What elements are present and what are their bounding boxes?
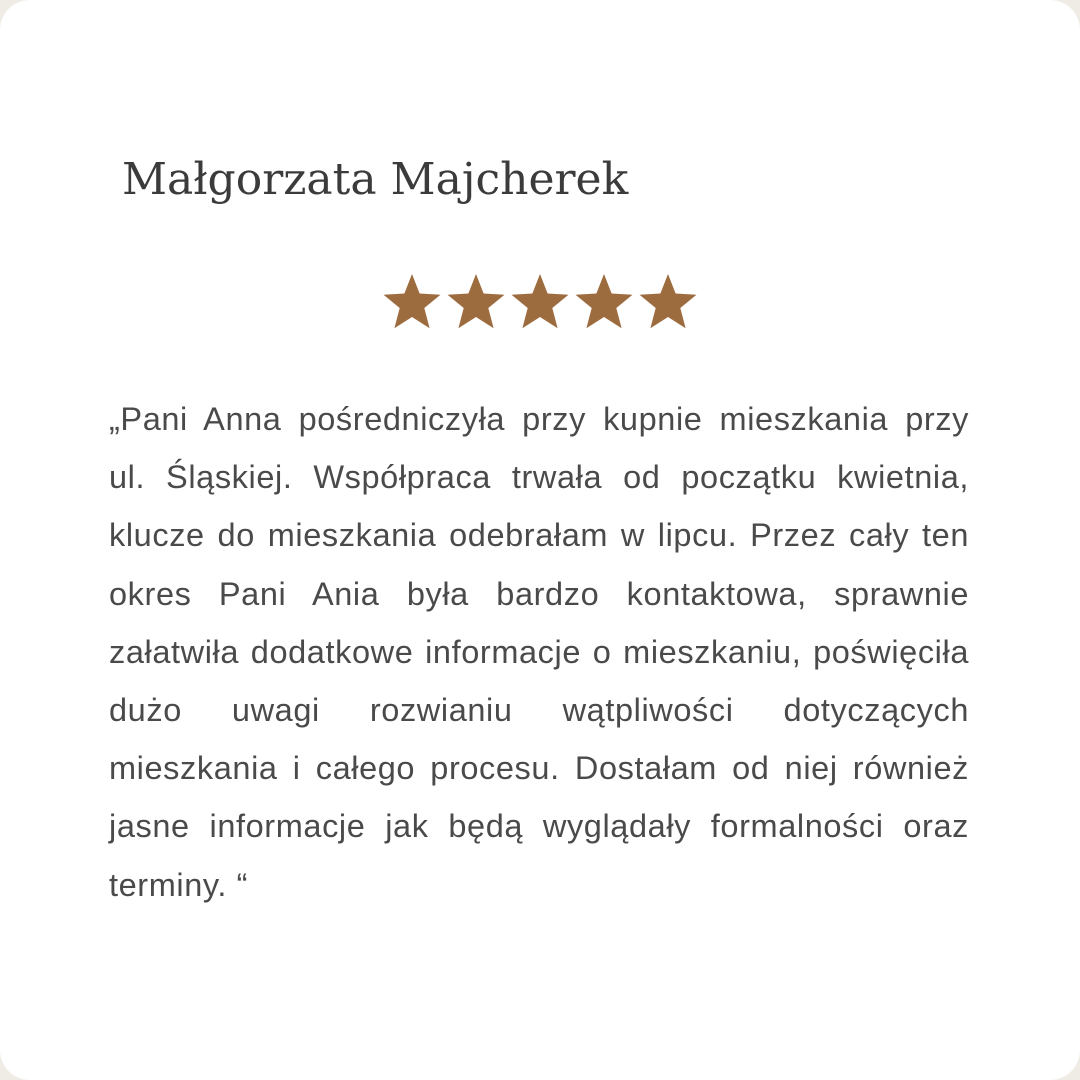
- star-icon: [509, 272, 571, 334]
- star-rating: [381, 272, 699, 334]
- star-icon: [573, 272, 635, 334]
- star-icon: [445, 272, 507, 334]
- star-icon: [381, 272, 443, 334]
- review-text: „Pani Anna pośredniczyła przy kupnie mieszkania przy ul. Śląskiej. Współpraca trwała od początku kwietnia, klucze do mieszkania odebrałam w lipcu. Przez cały ten okres Pani Ania była bardzo kontaktowa, sprawnie załatwiła dodatkowe informacje o mieszkaniu, poświęciła dużo uwagi rozwianiu wątpliwości dotyczących mieszkania i całego procesu. Dostałam od niej również jasne informacje jak będą wyglądały formalności oraz terminy. “: [109, 401, 969, 903]
- star-icon: [637, 272, 699, 334]
- reviewer-name: Małgorzata Majcherek: [122, 154, 629, 205]
